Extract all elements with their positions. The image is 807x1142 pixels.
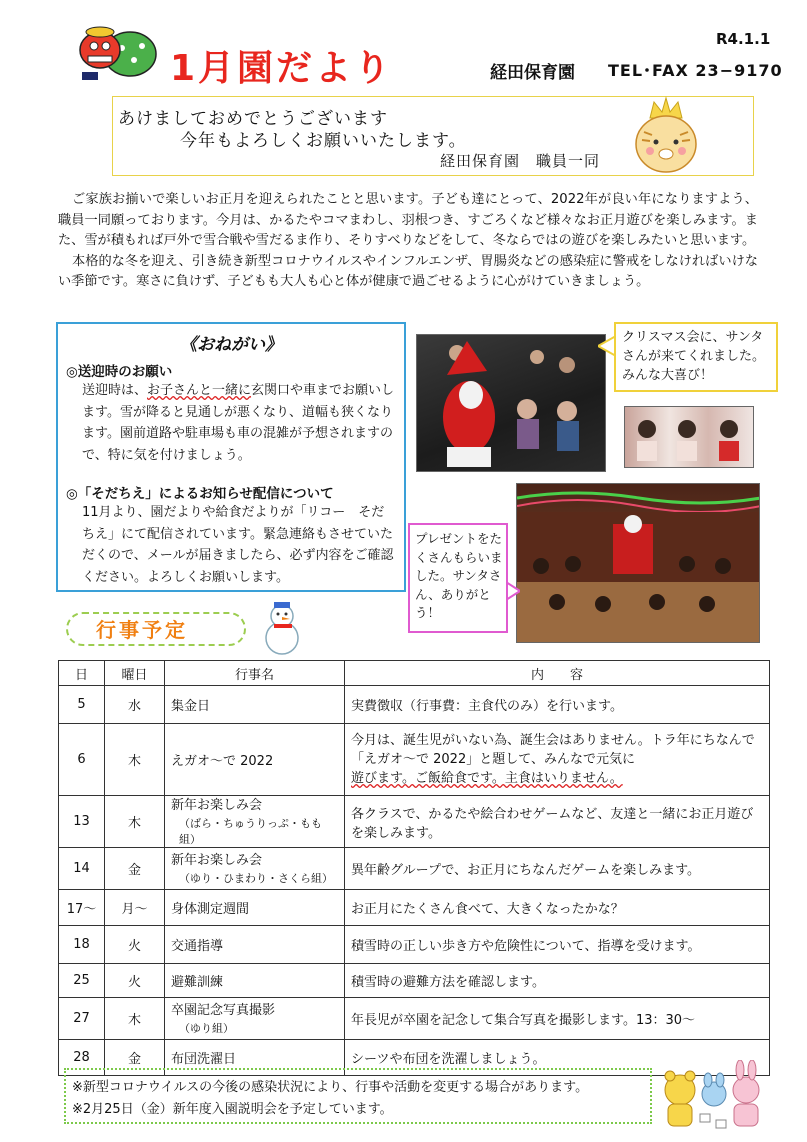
footer-note-2: ※2月25日（金）新年度入園説明会を予定しています。 [72, 1102, 393, 1117]
event-name: 身体測定週間 [165, 890, 345, 926]
request-title: 《おねがい》 [180, 335, 282, 355]
event-name [165, 998, 345, 1040]
tiger-king-illustration [630, 96, 702, 176]
event-weekday: 月～ [105, 890, 165, 926]
issue-date: R4.1.1 [716, 30, 771, 48]
event-table [58, 660, 770, 1076]
greeting-line-1: あけましておめでとうございます [118, 109, 388, 129]
event-name [165, 796, 345, 848]
santa-photo-art [417, 335, 606, 472]
event-content: 異年齢グループで、お正月にちなんだゲームを楽しみます。 [345, 848, 770, 890]
intro-paragraph-2: 本格的な冬を迎え、引き続き新型コロナウイルスやインフルエンザ、胃腸炎などの感染症に警戒をしなければいけない季節です。寒さに負けず、子どもも大人も心と体が健康で過ごせるように心がけていきましょう。 [58, 253, 758, 289]
table-row [59, 964, 770, 998]
header-weekday: 曜日 [105, 661, 165, 686]
event-name: 避難訓練 [165, 964, 345, 998]
event-day: 5 [59, 686, 105, 724]
event-day: 14 [59, 848, 105, 890]
event-day: 27 [59, 998, 105, 1040]
request-heading-pickup: ◎送迎時のお願い [66, 364, 173, 380]
event-weekday: 木 [105, 724, 165, 796]
intro-text [58, 190, 758, 293]
event-content: 実費徴収（行事費：主食代のみ）を行います。 [345, 686, 770, 724]
event-name: えガオ～で 2022 [165, 724, 345, 796]
event-day: 17～ [59, 890, 105, 926]
snowman-illustration [254, 598, 310, 656]
event-content: お正月にたくさん食べて、大きくなったかな？ [345, 890, 770, 926]
header-event-name: 行事名 [165, 661, 345, 686]
event-weekday: 金 [105, 848, 165, 890]
lion-dance-illustration [72, 20, 158, 86]
group-photo-art [517, 484, 760, 643]
group-photo-with-santa [516, 483, 760, 643]
request-text-pickup-c: 玄関口や車までお願いします。雪が降ると見通しが悪くなり、道幅も狭くなります。園前道路や駐車場も車の混雑が予想されますので、特に気を付けましょう。 [82, 383, 395, 463]
event-content: 年長児が卒園を記念して集合写真を撮影します。13：30～ [345, 998, 770, 1040]
children-with-cards-art [625, 407, 754, 468]
greeting-signature: 経田保育園 職員一同 [440, 152, 601, 170]
animal-friends-illustration [660, 1060, 770, 1132]
table-row [59, 998, 770, 1040]
event-name-main: 卒園記念写真撮影 [171, 1003, 276, 1018]
event-name-sub: （ゆり・ひまわり・さくら組） [179, 872, 333, 885]
event-weekday: 火 [105, 926, 165, 964]
header-day: 日 [59, 661, 105, 686]
event-name: 布団洗濯日 [165, 1040, 345, 1076]
event-banner-title: 行事予定 [96, 618, 188, 642]
table-row [59, 796, 770, 848]
bubble-tail-present [506, 580, 520, 602]
event-content [345, 724, 770, 796]
event-weekday: 水 [105, 686, 165, 724]
event-day: 13 [59, 796, 105, 848]
santa-photo [416, 334, 606, 472]
nursery-name: 経田保育園 [490, 63, 575, 83]
event-content: 積雪時の避難方法を確認します。 [345, 964, 770, 998]
christmas-bubble-text: クリスマス会に、サンタさんが来てくれました。みんな大喜び！ [622, 330, 766, 383]
event-name-main: 新年お楽しみ会 [171, 853, 263, 868]
event-name: 交通指導 [165, 926, 345, 964]
table-header-row [59, 661, 770, 686]
event-content: 各クラスで、かるたや絵合わせゲームなど、友達と一緒にお正月遊びを楽しみます。 [345, 796, 770, 848]
request-text-pickup [82, 380, 396, 466]
request-text-pickup-emphasis: お子さんと一緒に [147, 383, 252, 398]
intro-paragraph-1: ご家族お揃いで楽しいお正月を迎えられたことと思います。子ども達にとって、2022年が良い年になりますよう、職員一同願っております。今月は、かるたやコマまわし、羽根つき、すごろくなど様々なお正月遊びを楽しみます。また、雪が積もれば戸外で雪合戦や雪だるま作り、そりすべりなどをして、冬ならではの遊びを楽しみたいと思います。 [58, 192, 758, 248]
children-with-cards-photo [624, 406, 754, 468]
header-content: 内 容 [345, 661, 770, 686]
event-weekday: 金 [105, 1040, 165, 1076]
greeting-line-2: 今年もよろしくお願いいたします。 [180, 131, 467, 151]
event-name: 集金日 [165, 686, 345, 724]
request-heading-sodachie: ◎「そだちえ」によるお知らせ配信について [66, 486, 334, 502]
event-content-line: 今月は、誕生児がいない為、誕生会はありません。トラ年にちなんで「えガオ～で 2022」と題して、みんなで元気に [351, 733, 755, 767]
event-day: 28 [59, 1040, 105, 1076]
table-row [59, 926, 770, 964]
table-row [59, 848, 770, 890]
event-name-main: 新年お楽しみ会 [171, 798, 263, 813]
request-text-sodachie: 11月より、園だよりや給食だよりが「リコー そだちえ」にて配信されています。緊急連絡もさせていただくので、メールが届きましたら、必ず内容をご確認ください。よろしくお願いします。 [82, 505, 394, 585]
newsletter-title: 1月園だより [170, 48, 394, 89]
footer-note-1: ※新型コロナウイルスの今後の感染状況により、行事や活動を変更する場合があります。 [72, 1080, 589, 1095]
event-name [165, 848, 345, 890]
event-name-sub: （ゆり組） [179, 1022, 234, 1035]
event-weekday: 木 [105, 998, 165, 1040]
table-row [59, 686, 770, 724]
present-bubble-text: プレゼントをたくさんもらいました。サンタさん、ありがとう！ [415, 531, 503, 620]
table-row [59, 890, 770, 926]
table-row [59, 724, 770, 796]
event-day: 25 [59, 964, 105, 998]
phone-fax: TEL･FAX 23−9170 [608, 61, 783, 80]
request-text-pickup-a: 送迎時は、 [82, 383, 148, 398]
event-day: 18 [59, 926, 105, 964]
event-weekday: 火 [105, 964, 165, 998]
event-content-emphasis: 遊びます。ご飯給食です。主食はいりません。 [351, 771, 623, 786]
event-content: シーツや布団を洗濯しましょう。 [345, 1040, 770, 1076]
event-content: 積雪時の正しい歩き方や危険性について、指導を受けます。 [345, 926, 770, 964]
event-name-sub: （ばら・ちゅうりっぷ・もも組） [179, 817, 322, 846]
event-day: 6 [59, 724, 105, 796]
event-weekday: 木 [105, 796, 165, 848]
